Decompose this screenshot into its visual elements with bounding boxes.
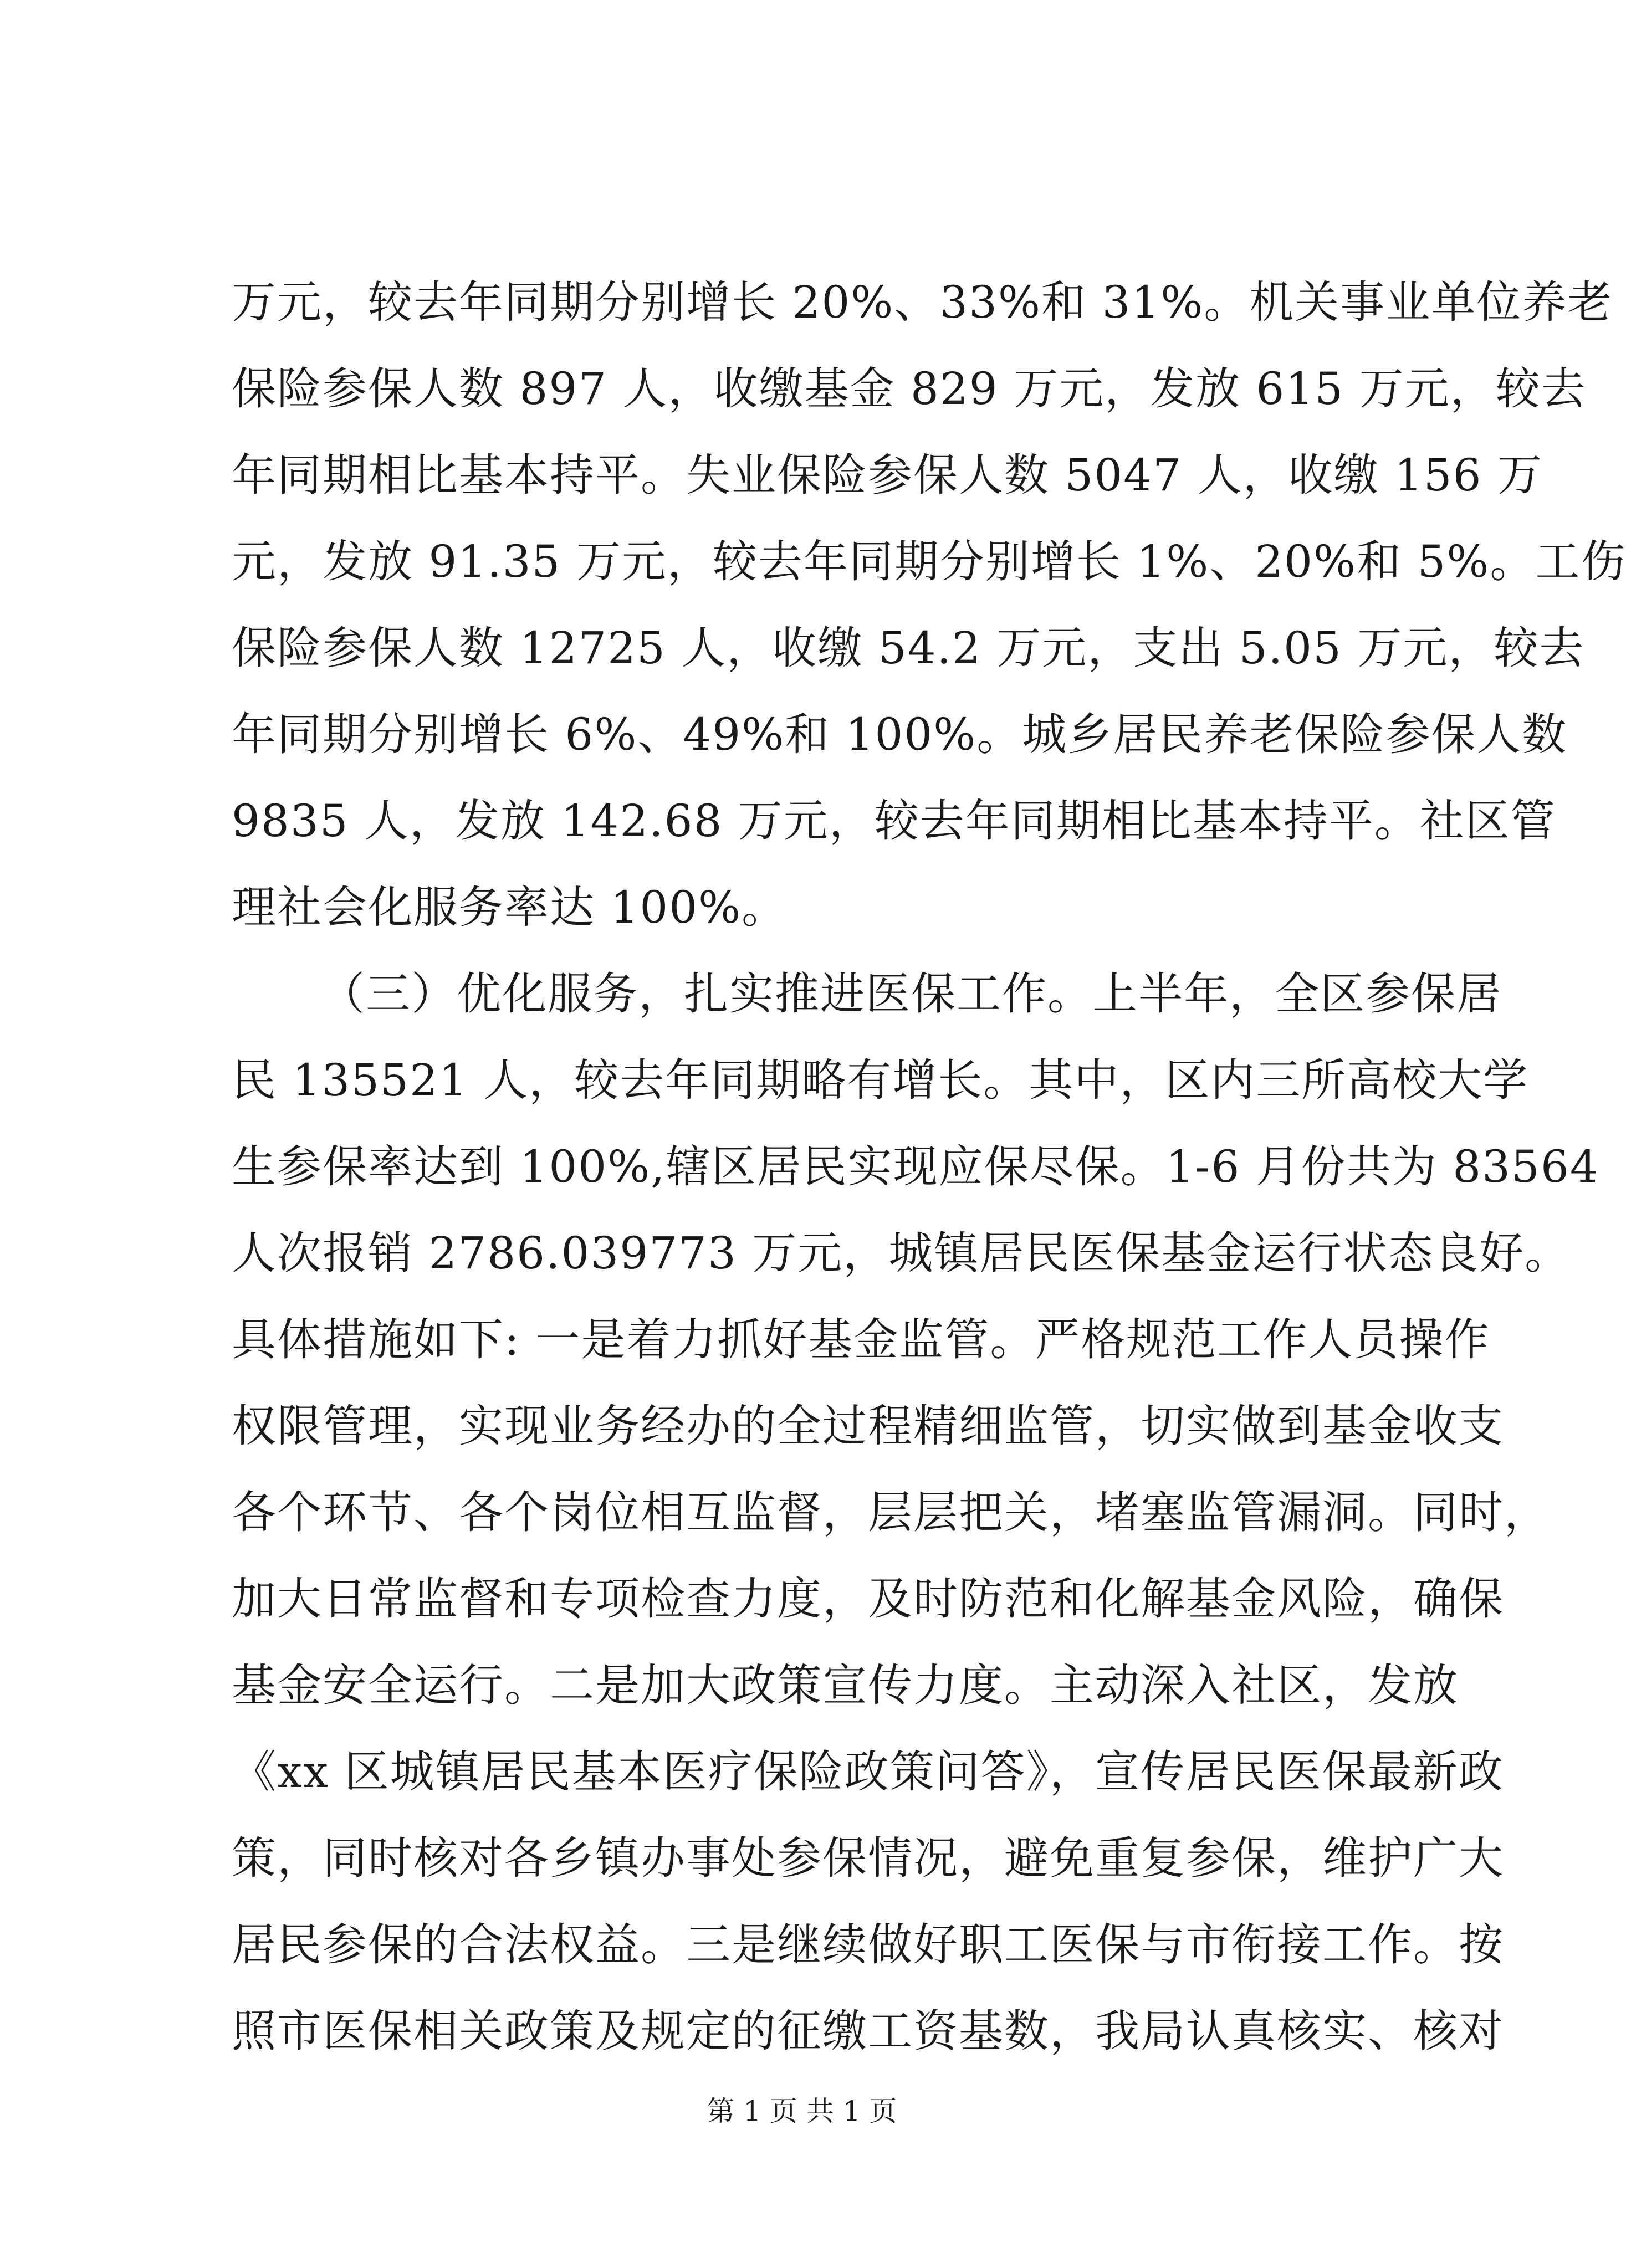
text-line: 《xx 区城镇居民基本医疗保险政策问答》，宣传居民医保最新政 xyxy=(232,1746,1504,1798)
text-line: 万元，较去年同期分别增长 20%、33%和 31%。机关事业单位养老 xyxy=(232,277,1613,328)
document-body xyxy=(232,259,1626,2075)
text-line: 策，同时核对各乡镇办事处参保情况，避免重复参保，维护广大 xyxy=(232,1832,1504,1884)
text-line: 各个环节、各个岗位相互监督，层层把关，堵塞监管漏洞。同时， xyxy=(232,1487,1550,1538)
text-line: 基金安全运行。二是加大政策宣传力度。主动深入社区，发放 xyxy=(232,1660,1459,1711)
text-line: 具体措施如下: 一是着力抓好基金监管。严格规范工作人员操作 xyxy=(232,1314,1490,1365)
text-line: 民 135521 人，较去年同期略有增长。其中，区内三所高校大学 xyxy=(232,1054,1529,1106)
text-line: 权限管理，实现业务经办的全过程精细监管，切实做到基金收支 xyxy=(232,1400,1504,1452)
text-line: 保险参保人数 897 人，收缴基金 829 万元，发放 615 万元，较去 xyxy=(232,363,1587,414)
text-line: 年同期相比基本持平。失业保险参保人数 5047 人，收缴 156 万 xyxy=(232,449,1543,501)
text-line: 人次报销 2786.039773 万元，城镇居民医保基金运行状态良好。 xyxy=(232,1227,1571,1279)
text-line: 居民参保的合法权益。三是继续做好职工医保与市衔接工作。按 xyxy=(232,1919,1504,1970)
text-line: 年同期分别增长 6%、49%和 100%。城乡居民养老保险参保人数 xyxy=(232,709,1568,760)
section-heading-line: （三）优化服务，扎实推进医保工作。上半年，全区参保居 xyxy=(320,968,1502,1020)
text-line: 元，发放 91.35 万元，较去年同期分别增长 1%、20%和 5%。工伤 xyxy=(232,536,1626,587)
text-line: 加大日常监督和专项检查力度，及时防范和化解基金风险，确保 xyxy=(232,1573,1504,1625)
text-line: 理社会化服务率达 100%。 xyxy=(232,882,788,933)
text-line: 9835 人，发放 142.68 万元，较去年同期相比基本持平。社区管 xyxy=(232,795,1556,847)
text-line: 保险参保人数 12725 人，收缴 54.2 万元，支出 5.05 万元，较去 xyxy=(232,622,1585,674)
page-number-footer: 第 1 页 共 1 页 xyxy=(707,2095,897,2127)
text-line: 生参保率达到 100%,辖区居民实现应保尽保。1-6 月份共为 83564 xyxy=(232,1141,1599,1192)
text-line: 照市医保相关政策及规定的征缴工资基数，我局认真核实、核对 xyxy=(232,2005,1504,2057)
